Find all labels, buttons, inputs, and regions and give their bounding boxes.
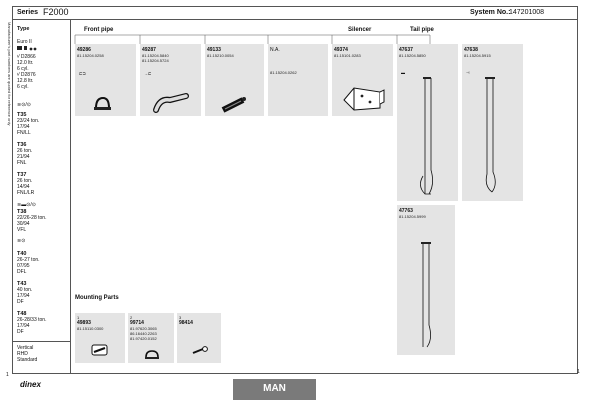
system-number: 147201008	[509, 9, 545, 16]
mounting-card-1[interactable]: 1 49893 81.15110.0300	[75, 313, 125, 363]
variant-t38: T38 22/26-28 ton. 30/94 VFL	[17, 209, 47, 233]
bracket-icon	[91, 343, 109, 357]
side-page-number: 1	[6, 372, 9, 378]
side-note: Manufacturer's part numbers are quoted for reference only	[7, 22, 12, 126]
engine-icon: ¹⁄	[17, 54, 20, 60]
variant-t40: T40 26-27 ton. 07/95 DFL	[17, 251, 40, 275]
mounting-card-2[interactable]: 2 99714 81.97620.3065 86.16440.2263 81.97420.0152	[128, 313, 174, 363]
make-label: MAN	[263, 383, 286, 394]
tail-pipe-icon-3	[397, 205, 455, 355]
axle-icon-3: ≋⊙	[17, 238, 26, 244]
engine-block: ¹⁄ D2866 12.0 ltr. 6 cyl. ¹⁄ D2876 12.8 ltr. 6 cyl.	[17, 54, 36, 90]
emission-standard: Euro II	[17, 39, 32, 45]
variant-t43: T43 40 ton. 17/94 DF	[17, 281, 33, 305]
type-label: Type	[17, 26, 30, 32]
clamp-icon	[93, 96, 113, 112]
part-card-47638[interactable]: 47638 81.15204.5915 ⊣	[462, 44, 523, 201]
small-label-1: ⊏⊐	[79, 71, 86, 76]
part-card-na[interactable]: N.A. 81.15204.0262	[268, 44, 328, 116]
orientation-block: Vertical RHD Standard	[17, 345, 38, 363]
part-card-47637[interactable]: 47637 81.15204.5850 ▬	[397, 44, 458, 201]
series-label: Series	[17, 9, 39, 16]
clamp-kit-icon	[144, 349, 160, 361]
variant-t35: T35 23/24 ton. 17/94 FN/LL	[17, 112, 40, 136]
section-silencer: Silencer	[348, 27, 372, 33]
variant-t37: T37 26 ton. 14/94 FNL/LR	[17, 172, 35, 196]
silencer-icon	[340, 80, 386, 114]
series-value: F2000	[43, 7, 69, 17]
flex-pipe-icon	[221, 96, 247, 112]
system-label: System No.:	[470, 9, 511, 16]
axle-icon-2: ≋▬⊙/⊙	[17, 202, 36, 208]
tail-pipe-tag-1: ▬	[401, 70, 405, 75]
part-card-49374[interactable]: 49374 81.15101.0283	[332, 44, 393, 116]
small-label-2: →⊏	[144, 71, 152, 76]
section-mounting-parts: Mounting Parts	[75, 295, 119, 301]
axle-icon-1: ≋⊙/⊙	[17, 102, 31, 108]
mounting-card-3[interactable]: 3 98414	[177, 313, 221, 363]
variant-t36: T36 26 ton. 21/94 FNL	[17, 142, 33, 166]
tail-pipe-icon-2	[462, 44, 523, 201]
section-front-pipe: Front pipe	[84, 27, 114, 33]
variant-t48: T48 26-28/33 ton. 17/94 DF	[17, 311, 47, 335]
part-card-49287[interactable]: 49287 81.15204.5840 81.15204.5724 →⊏	[140, 44, 201, 116]
section-tail-pipe: Tail pipe	[410, 27, 434, 33]
brand-logo: dinex	[20, 380, 41, 389]
part-card-47763[interactable]: 47763 81.15204.5999	[397, 205, 455, 355]
footer-page-number: 1	[577, 369, 580, 375]
bolt-icon	[191, 345, 209, 357]
tail-pipe-icon-1	[397, 44, 458, 201]
engine-icon: ¹⁄	[17, 72, 20, 78]
bent-pipe-icon	[152, 92, 192, 114]
tail-pipe-tag-2: ⊣	[466, 70, 470, 75]
part-card-49286[interactable]: 49286 81.15204.0258 ⊏⊐	[75, 44, 136, 116]
part-card-49133[interactable]: 49133 81.15210.0054	[205, 44, 264, 116]
